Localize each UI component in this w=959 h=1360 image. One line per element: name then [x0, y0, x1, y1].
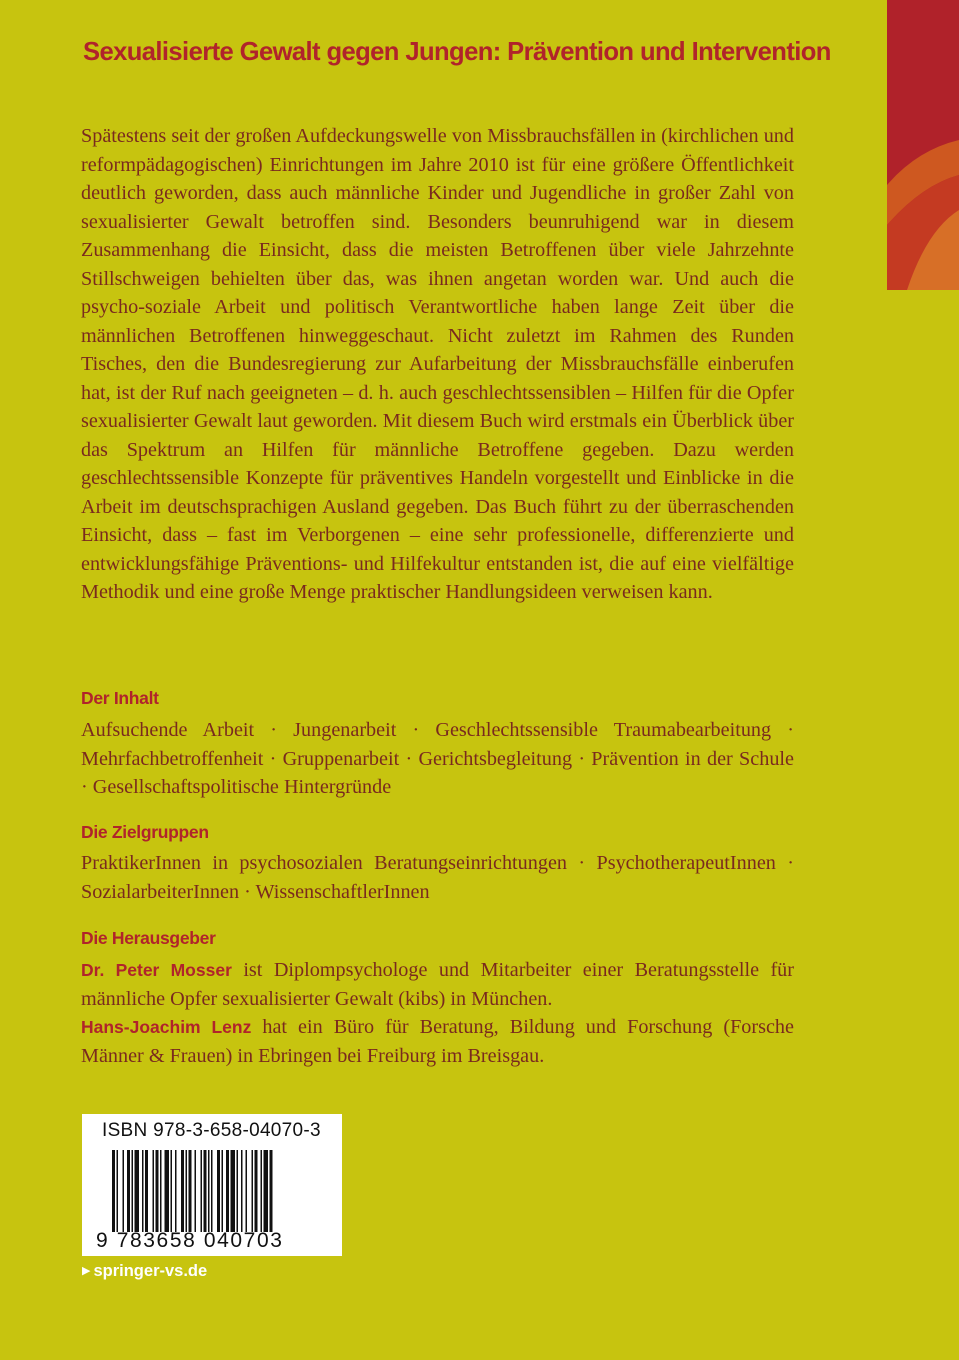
- isbn-barcode: [82, 1114, 342, 1256]
- website-label: springer-vs.de: [93, 1262, 208, 1280]
- editor-1: [81, 956, 794, 1013]
- editor-2: [81, 1013, 794, 1070]
- editor-2-name: Hans-Joachim Lenz: [81, 1017, 252, 1037]
- barcode-bars: [112, 1150, 316, 1232]
- inhalt-text: Aufsuchende Arbeit · Jungenarbeit · Geschlechtssensible Traumabearbeitung · Mehrfachbetroffenheit · Gruppenarbeit · Gerichtsbegleitung · Prävention in der Schule · Gesellschaftspolitische Hintergründe: [81, 719, 794, 798]
- herausgeber-heading: Die Herausgeber: [81, 928, 216, 948]
- ean-number: 9 783658 040703: [96, 1229, 284, 1252]
- editor-1-bio: ist Diplompsychologe und Mitarbeiter einer Beratungsstelle für männliche Opfer sexualisierter Gewalt (kibs) in München.: [81, 959, 795, 1010]
- zielgruppen-text: PraktikerInnen in psychosozialen Beratungseinrichtungen · PsychotherapeutInnen · SozialarbeiterInnen · WissenschaftlerInnen: [81, 852, 794, 903]
- editor-2-bio: hat ein Büro für Beratung, Bildung und Forschung (Forsche Männer & Frauen) in Ebringen bei Freiburg im Breisgau.: [81, 1016, 794, 1067]
- website-link[interactable]: [82, 1262, 207, 1281]
- book-description: Spätestens seit der großen Aufdeckungswelle von Missbrauchsfällen in (kirchlichen und reformpädagogischen) Einrichtungen im Jahre 2010 ist für eine größere Öffentlichkeit deutlich geworden, dass auch männliche Kinder und Jugendliche in großer Zahl von sexualisierter Gewalt betroffen sind. Besonders beunruhigend war in diesem Zusammenhang die Einsicht, dass die meisten Betroffenen über viele Jahrzehnte Stillschweigen behielten über das, was ihnen angetan worden war. Und auch die psycho-soziale Arbeit und politisch Verantwortliche haben lange Zeit über die männlichen Betroffenen hinweggeschaut. Nicht zuletzt im Rahmen des Runden Tisches, den die Bundesregierung zur Aufarbeitung der Missbrauchsfälle einberufen hat, ist der Ruf nach geeigneten – d. h. auch geschlechtssensiblen – Hilfen für die Opfer sexualisierter Gewalt laut geworden. Mit diesem Buch wird erstmals ein Überblick über das Spektrum an Hilfen für männliche Betroffene gegeben. Dazu werden geschlechtssensible Konzepte für präventives Handeln vorgestellt und Einblicke in die Arbeit im deutschsprachigen Ausland gegeben. Das Buch führt zu der überraschenden Einsicht, dass – fast im Verborgenen – eine sehr professionelle, differenzierte und entwicklungsfähige Präventions- und Hilfekultur entstanden ist, die auf eine vielfältige Methodik und eine große Menge praktischer Handlungsideen verweisen kann.: [81, 125, 794, 603]
- arrow-right-icon: ▶: [82, 1265, 91, 1277]
- isbn-label: ISBN 978-3-658-04070-3: [102, 1120, 321, 1141]
- editor-1-name: Dr. Peter Mosser: [81, 960, 232, 980]
- inhalt-heading: Der Inhalt: [81, 688, 159, 708]
- corner-decoration: [887, 0, 959, 290]
- book-title: Sexualisierte Gewalt gegen Jungen: Prävention und Intervention: [83, 38, 831, 66]
- zielgruppen-heading: Die Zielgruppen: [81, 822, 209, 842]
